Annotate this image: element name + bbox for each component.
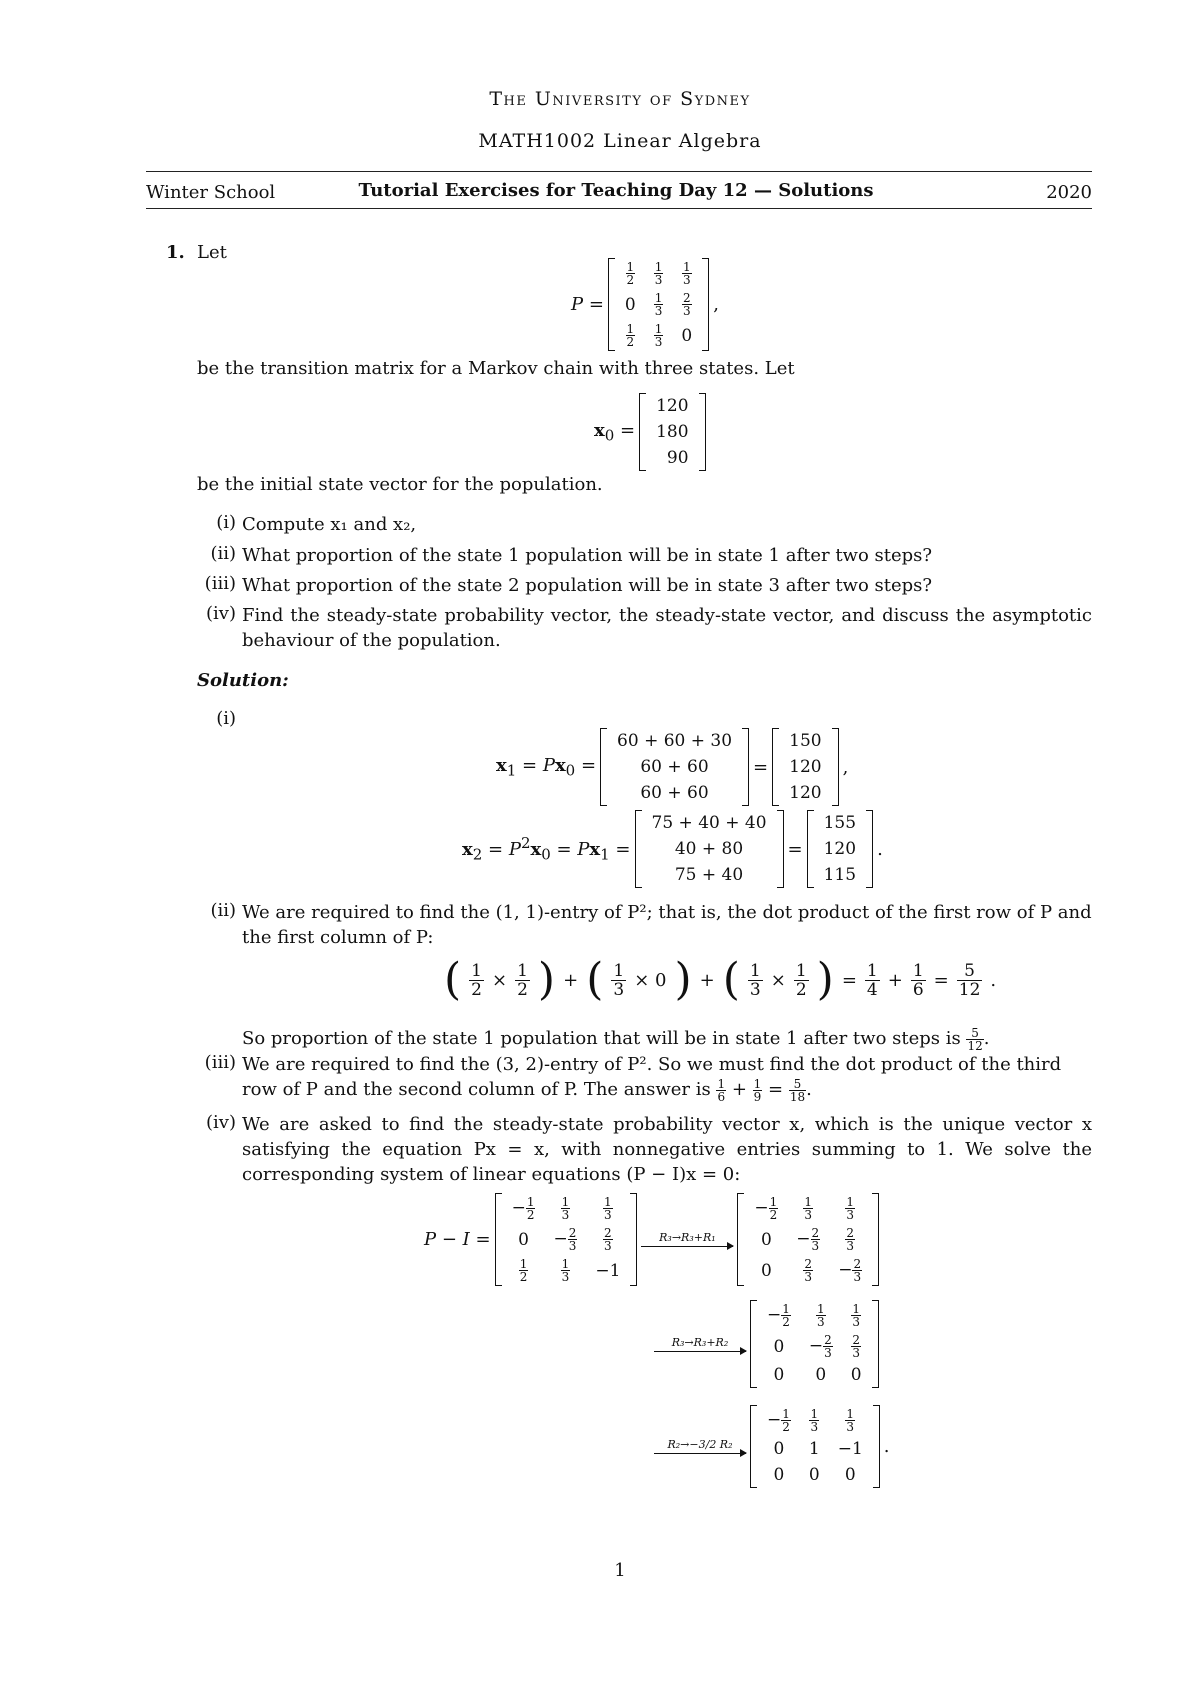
part-label: (i) — [216, 512, 236, 533]
header-doc-title: Tutorial Exercises for Teaching Day 12 — Solutions — [358, 180, 874, 201]
matrix-P: $\frac{1}{2}$ $\frac{1}{3}$ $\frac{1}{3}$ 0 $\frac{1}{3}$ $\frac{2}{3}$ $\frac{1}{2}$ $\frac{1}{3}$ 0 — [608, 258, 709, 351]
matrix-P-minus-I: − $\frac{1}{2}$ $\frac{1}{3}$ $\frac{1}{3}$ 0 − $\frac{2}{3}$ $\frac{2}{3}$ $\frac{1}{2}$ $\frac{1}{3}$ −1 — [495, 1193, 638, 1286]
x0-equation: $x_0$ = 120 180 90 — [590, 393, 706, 471]
x2-sum-entry: 40 + 80 — [674, 839, 744, 859]
x2-result-entry: 120 — [823, 839, 857, 859]
row-op-arrow: R₃→R₃+R₂ — [654, 1337, 746, 1352]
x2-sum-entry: 75 + 40 + 40 — [651, 813, 767, 833]
dot-product-equation: ( $\frac{1}{2}$ × $\frac{1}{2}$ ) + ( $\frac{1}{3}$ × 0 ) + ( $\frac{1}{3}$ × $\frac{1}{2}$ ) = $\frac{1}{4}$ + $\frac{1}{6}$ = $\frac{5}{12}$ . — [444, 954, 997, 1005]
solution-ii-conclusion: So proportion of the state 1 population that will be in state 1 after two steps is $\frac{5}{12}$ . — [242, 1025, 990, 1053]
after-x0-text: be the initial state vector for the population. — [197, 474, 603, 495]
solution-part-label: (i) — [216, 708, 236, 729]
solution-part-label: (iii) — [204, 1052, 236, 1073]
x2-result-entry: 115 — [823, 865, 857, 885]
vector-x0 — [639, 393, 705, 471]
header-left: Winter School — [146, 182, 276, 203]
x1-sum-entry: 60 + 60 — [640, 757, 709, 777]
row-reduction-step-3: R₂→−3/2 R₂ − $\frac{1}{2}$ $\frac{1}{3}$ $\frac{1}{3}$ 0 1 −1 0 0 0 . — [650, 1405, 894, 1488]
x1-result-vector — [772, 728, 838, 806]
x1-sum-entry: 60 + 60 + 30 — [617, 731, 733, 751]
solution-iii-text: We are required to find the (3, 2)-entry of P². So we must find the dot product of the third row of P and the second column of P. The answer is $\frac{1}{6}$ + $\frac{1}{9}$ = $\frac{5}{18}$ . — [242, 1054, 1062, 1104]
matrix-step-2: − $\frac{1}{2}$ $\frac{1}{3}$ $\frac{1}{3}$ 0 − $\frac{2}{3}$ $\frac{2}{3}$ 0 0 0 — [750, 1300, 879, 1388]
x1-result-entry: 120 — [789, 757, 822, 777]
header-rule-top — [146, 171, 1092, 172]
row-reduction-step-1 — [420, 1193, 879, 1286]
x1-equation: $x_1 = Px_0$ = 60 + 60 + 30 60 + 60 60 + 60 = 150 120 120 , — [492, 728, 852, 806]
part-text: What proportion of the state 2 population will be in state 3 after two steps? — [242, 575, 933, 596]
x2-result-vector — [807, 810, 873, 888]
x2-result-entry: 155 — [823, 813, 857, 833]
x2-sum-entry: 75 + 40 — [674, 865, 744, 885]
x2-sum-vector — [635, 810, 784, 888]
matrix-step-3: − $\frac{1}{2}$ $\frac{1}{3}$ $\frac{1}{3}$ 0 1 −1 0 0 0 — [750, 1405, 880, 1488]
row-op-arrow: R₃→R₃+R₁ — [641, 1232, 733, 1247]
x0-entry: 180 — [656, 422, 689, 442]
P-minus-I-label: P − I = — [424, 1229, 491, 1250]
x2-equation: $x_2 = P^2x_0 = Px_1$ = 75 + 40 + 40 40 + 80 75 + 40 = 155 120 115 . — [458, 810, 887, 888]
x0-label: x — [594, 419, 605, 441]
x0-entry: 90 — [666, 448, 689, 468]
part-label: (ii) — [210, 543, 236, 564]
header-rule-bottom — [146, 208, 1092, 209]
page-number: 1 — [614, 1560, 626, 1581]
question-number: 1. — [166, 242, 185, 263]
row-reduction-step-2 — [650, 1300, 879, 1388]
after-P-text: be the transition matrix for a Markov chain with three states. Let — [197, 358, 795, 379]
part-text: What proportion of the state 1 population will be in state 1 after two steps? — [242, 545, 933, 566]
question-let: Let — [197, 242, 227, 263]
course-title: MATH1002 Linear Algebra — [478, 130, 762, 152]
x1-result-entry: 150 — [789, 731, 822, 751]
header-year: 2020 — [1046, 182, 1092, 203]
x1-sum-entry: 60 + 60 — [640, 783, 709, 803]
part-label: (iv) — [206, 603, 236, 624]
x0-entry: 120 — [656, 396, 689, 416]
matrix-P-equation: P = $\frac{1}{2}$ $\frac{1}{3}$ $\frac{1}{3}$ 0 $\frac{1}{3}$ $\frac{2}{3}$ $\frac{1}{2}$ $\frac{1}{3}$ 0 , — [571, 260, 719, 349]
part-text: Compute x₁ and x₂, — [242, 514, 417, 535]
P-label: P = — [571, 294, 604, 315]
solution-part-label: (iv) — [206, 1112, 236, 1133]
solution-ii-text: We are required to find the (1, 1)-entry of P²; that is, the dot product of the first row of P and the first column of P: — [242, 902, 1092, 948]
solution-iv-text: We are asked to find the steady-state probability vector x, which is the unique vector x satisfying the equation Px = x, with nonnegative entries summing to 1. We solve the corresponding system of linear equations (P − I)x = 0: — [242, 1114, 1092, 1185]
solution-part-label: (ii) — [210, 900, 236, 921]
x1-sum-vector — [600, 728, 749, 806]
row-op-arrow: R₂→−3/2 R₂ — [654, 1439, 746, 1454]
part-text: Find the steady-state probability vector, the steady-state vector, and discuss the asymptotic behaviour of the population. — [242, 605, 1092, 651]
x1-result-entry: 120 — [789, 783, 822, 803]
matrix-step-1: − $\frac{1}{2}$ $\frac{1}{3}$ $\frac{1}{3}$ 0 − $\frac{2}{3}$ $\frac{2}{3}$ 0 $\frac{2}{3}$ − $\frac{2}{3}$ — [737, 1193, 879, 1286]
part-label: (iii) — [204, 573, 236, 594]
university-title: The University of Sydney — [489, 88, 751, 110]
solution-heading: Solution: — [197, 670, 289, 691]
